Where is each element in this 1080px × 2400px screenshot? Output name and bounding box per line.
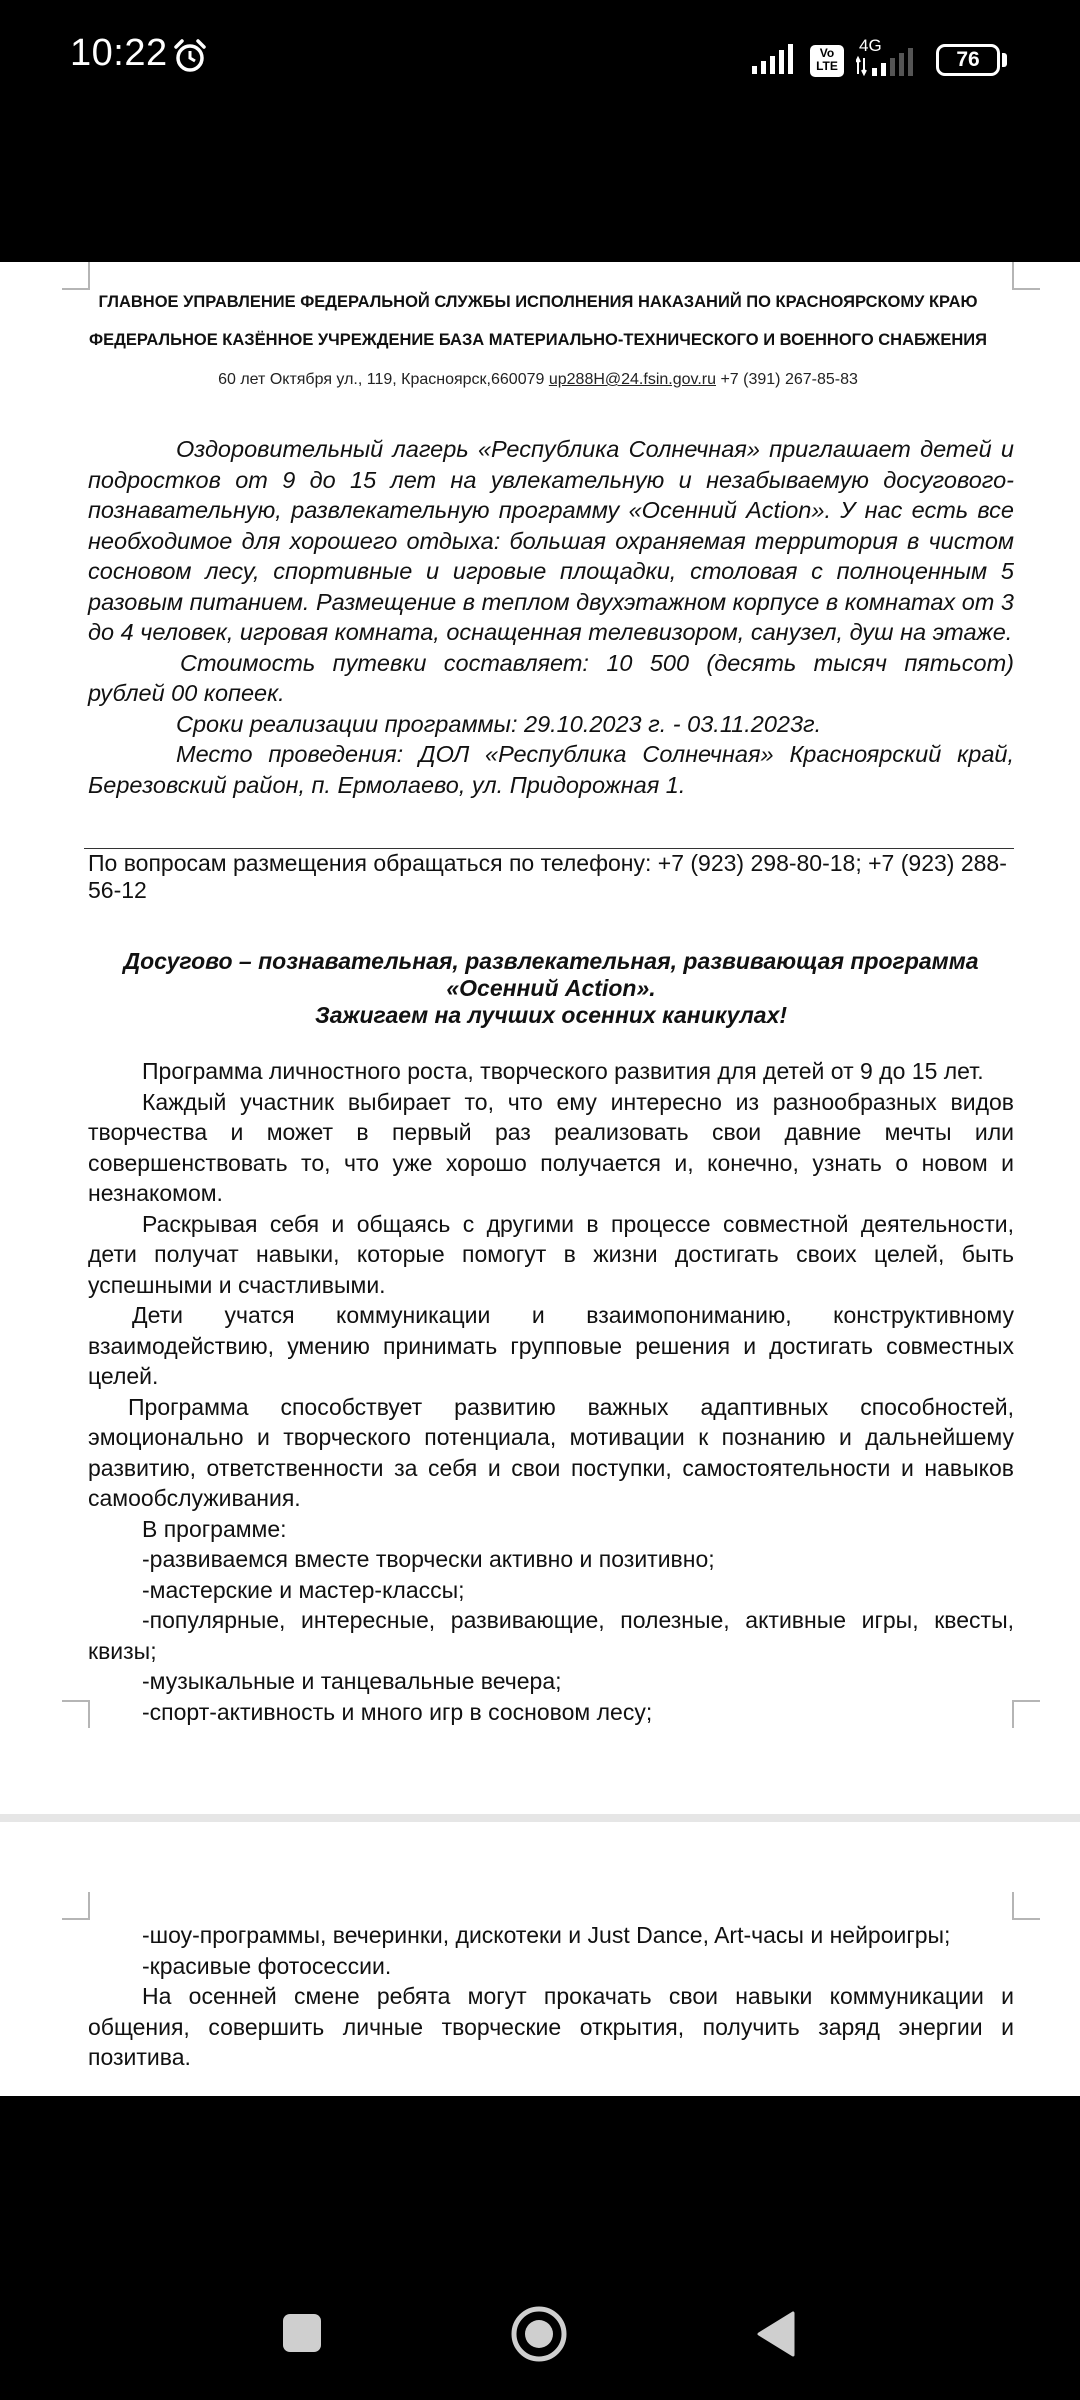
navigation-bar <box>0 2250 1080 2400</box>
list-item: -красивые фотосессии. <box>142 1952 392 1979</box>
page-corner-marker <box>62 1700 90 1728</box>
intro-section <box>88 434 1014 800</box>
body-paragraph: Раскрывая себя и общаясь с другими в процессе совместной деятельности, дети получат навыки, которые помогут в жизни достигать своих целей, быть успешными и счастливыми. <box>88 1210 1014 1298</box>
signal-4g-icon <box>856 48 922 76</box>
list-item: -мастерские и мастер-классы; <box>142 1576 465 1603</box>
clock: 10:22 <box>70 32 168 74</box>
header-phone: +7 (391) 267-85-83 <box>720 371 858 388</box>
program-title <box>88 948 1014 1029</box>
body-paragraph: Программа способствует развитию важных адаптивных способностей, эмоционально и творческого потенциала, мотивации к познанию и дальнейшему развитию, ответственности за себя и свои поступки, самостоятельности и навыков самообслуживания. <box>88 1393 1014 1511</box>
header-address <box>88 370 988 390</box>
recent-apps-icon[interactable] <box>282 2313 322 2353</box>
document-page-2[interactable] <box>0 1822 1080 2096</box>
battery-tip <box>1002 53 1007 67</box>
battery-icon: 76 <box>936 44 1000 76</box>
page-corner-marker <box>62 1892 90 1920</box>
list-intro: В программе: <box>142 1515 287 1542</box>
alarm-icon <box>172 38 208 74</box>
page2-body <box>88 1920 1014 2073</box>
document-page-1[interactable] <box>0 262 1080 1814</box>
intro-price: Стоимость путевки составляет: 10 500 (десять тысяч пятьсот) рублей 00 копеек. <box>88 649 1014 706</box>
divider <box>84 848 1014 849</box>
body-paragraph: Каждый участник выбирает то, что ему интересно из разнообразных видов творчества и может в первый раз реализовать свои давние мечты или совершенствовать то, что уже хорошо получается и, конечно, узнать о новом и незнакомом. <box>88 1088 1014 1206</box>
list-item: -музыкальные и танцевальные вечера; <box>142 1668 562 1694</box>
contact-info: По вопросам размещения обращаться по телефону: +7 (923) 298-80-18; +7 (923) 288-56-12 <box>88 850 1007 903</box>
list-item: -спорт-активность и много игр в сосновом лесу; <box>142 1698 653 1725</box>
volte-icon: Vo LTE <box>810 45 844 77</box>
network-type-label: 4G <box>859 36 882 55</box>
page-separator <box>0 1814 1080 1822</box>
back-icon[interactable] <box>755 2310 797 2358</box>
program-title-line-1: Досугово – познавательная, развлекательная, развивающая программа «Осенний Action». <box>123 948 979 1001</box>
header-line-1: ГЛАВНОЕ УПРАВЛЕНИЕ ФЕДЕРАЛЬНОЙ СЛУЖБЫ ИСПОЛНЕНИЯ НАКАЗАНИЙ ПО КРАСНОЯРСКОМУ КРАЮ <box>98 293 978 311</box>
program-body <box>88 1056 1014 1727</box>
address-text: 60 лет Октября ул., 119, Красноярск,660079 <box>218 371 545 388</box>
closing-paragraph: На осенней смене ребята могут прокачать свои навыки коммуникации и общения, совершить личные творческие открытия, получить заряд энергии и позитива. <box>88 1983 1014 2070</box>
page-corner-marker <box>1012 1700 1040 1728</box>
home-icon[interactable] <box>510 2305 568 2363</box>
header-line-2: ФЕДЕРАЛЬНОЕ КАЗЁННОЕ УЧРЕЖДЕНИЕ БАЗА МАТЕРИАЛЬНО-ТЕХНИЧЕСКОГО И ВОЕННОГО СНАБЖЕНИЯ <box>89 331 987 349</box>
intro-location: Место проведения: ДОЛ «Республика Солнечная» Красноярский край, Березовский район, п. Ермолаево, ул. Придорожная 1. <box>88 741 1014 798</box>
list-item: -популярные, интересные, развивающие, полезные, активные игры, квесты, квизы; <box>88 1607 1014 1664</box>
page-corner-marker <box>1012 1892 1040 1920</box>
intro-dates: Сроки реализации программы: 29.10.2023 г. - 03.11.2023г. <box>176 710 822 737</box>
signal-icon <box>752 44 800 74</box>
list-item: -развиваемся вместе творчески активно и позитивно; <box>142 1546 715 1572</box>
email-link[interactable]: up288H@24.fsin.gov.ru <box>548 371 716 388</box>
list-item: -шоу-программы, вечеринки, дискотеки и Just Dance, Art-часы и нейроигры; <box>142 1922 951 1948</box>
page-corner-marker <box>1012 262 1040 290</box>
status-bar <box>0 0 1080 120</box>
body-paragraph: Программа личностного роста, творческого развития для детей от 9 до 15 лет. <box>142 1058 984 1084</box>
page-corner-marker <box>62 262 90 290</box>
intro-paragraph-1: Оздоровительный лагерь «Республика Солнечная» приглашает детей и подростков от 9 до 15 лет на увлекательную и незабываемую досугового-познавательную, развлекательную программу «Осенний Action». У нас есть все необходимое для хорошего отдыха: большая охраняемая территория в чистом сосновом лесу, спортивные и игровые площадки, столовая с полноценным 5 разовым питанием. Размещение в теплом двухэтажном корпусе в комнатах от 3 до 4 человек, игровая комната, оснащенная телевизором, санузел, душ на этаже. <box>88 436 1014 645</box>
program-title-line-2: Зажигаем на лучших осенних каникулах! <box>314 1002 788 1028</box>
body-paragraph: Дети учатся коммуникации и взаимопониманию, конструктивному взаимодействию, умению принимать групповые решения и достигать совместных целей. <box>88 1302 1014 1389</box>
